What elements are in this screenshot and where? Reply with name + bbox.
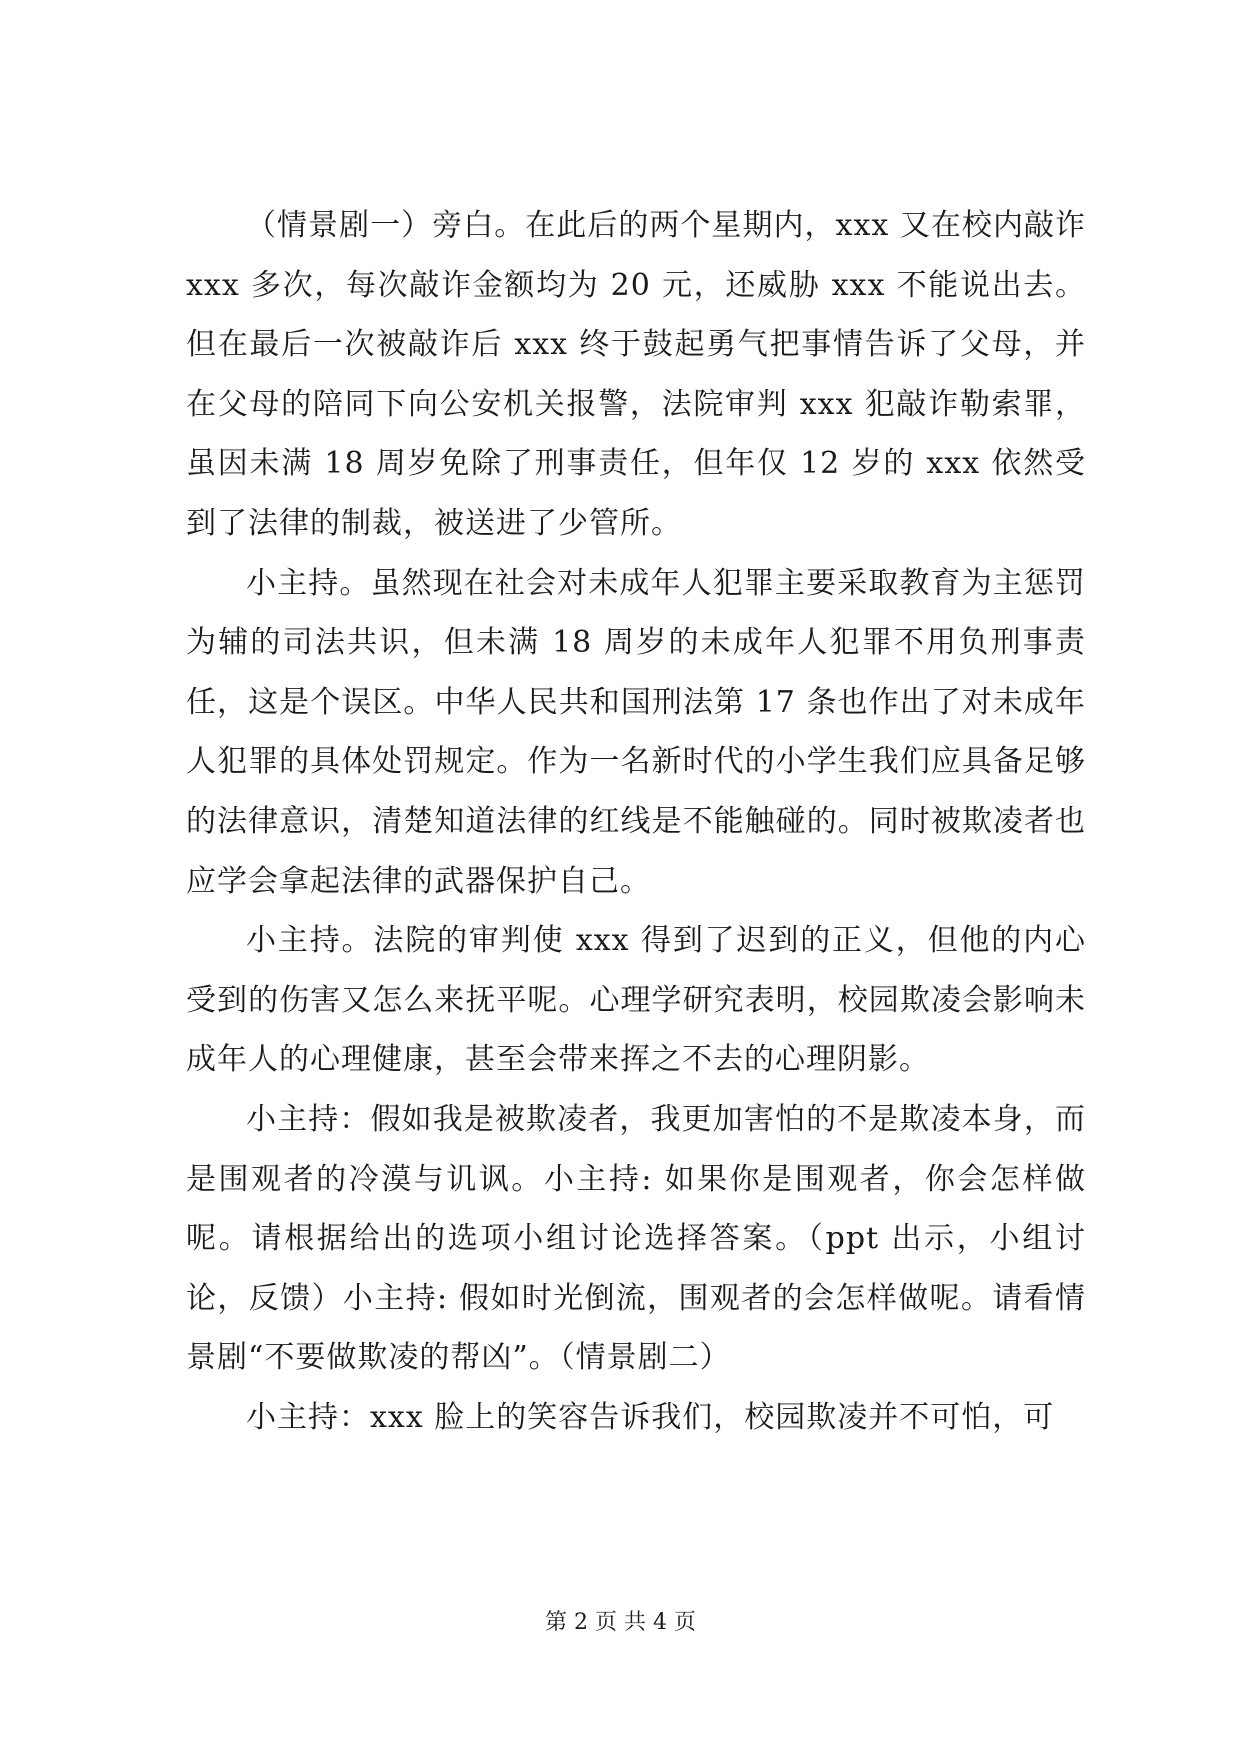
page-number-footer: 第 2 页 共 4 页 [545,1610,696,1635]
paragraph-host-psychological-harm: 小主持。法院的审判使 xxx 得到了迟到的正义，但他的内心受到的伤害又怎么来抚平呢。心理学研究表明，校园欺凌会影响未成年人的心理健康，甚至会带来挥之不去的心理阴影。 [186,923,1086,1078]
document-body [186,196,1086,1447]
paragraph-host-closing: 小主持：xxx 脸上的笑容告诉我们，校园欺凌并不可怕，可 [246,1399,1055,1435]
paragraph-scene-one-narration: （情景剧一）旁白。在此后的两个星期内，xxx 又在校内敲诈 xxx 多次，每次敲诈金额均为 20 元，还威胁 xxx 不能说出去。但在最后一次被敲诈后 xxx 终于鼓起勇气把事情告诉了父母，并在父母的陪同下向公安机关报警，法院审判 xxx 犯敲诈勒索罪，虽因未满 18 周岁免除了刑事责任，但年仅 12 岁的 xxx 依然受到了法律的制裁，被送进了少管所。 [186,208,1086,541]
paragraph-host-legal-awareness: 小主持。虽然现在社会对未成年人犯罪主要采取教育为主惩罚为辅的司法共识，但未满 18 周岁的未成年人犯罪不用负刑事责任，这是个误区。中华人民共和国刑法第 17 条也作出了对未成年人犯罪的具体处罚规定。作为一名新时代的小学生我们应具备足够的法律意识，清楚知道法律的红线是不能触碰的。同时被欺凌者也应学会拿起法律的武器保护自己。 [186,565,1086,899]
paragraph-host-bystander-discussion: 小主持：假如我是被欺凌者，我更加害怕的不是欺凌本身，而是围观者的冷漠与讥讽。小主持: 如果你是围观者，你会怎样做呢。请根据给出的选项小组讨论选择答案。（ppt 出示，小组讨论，反馈）小主持: 假如时光倒流，围观者的会怎样做呢。请看情景剧“不要做欺凌的帮凶”。（情景剧二） [186,1101,1086,1376]
